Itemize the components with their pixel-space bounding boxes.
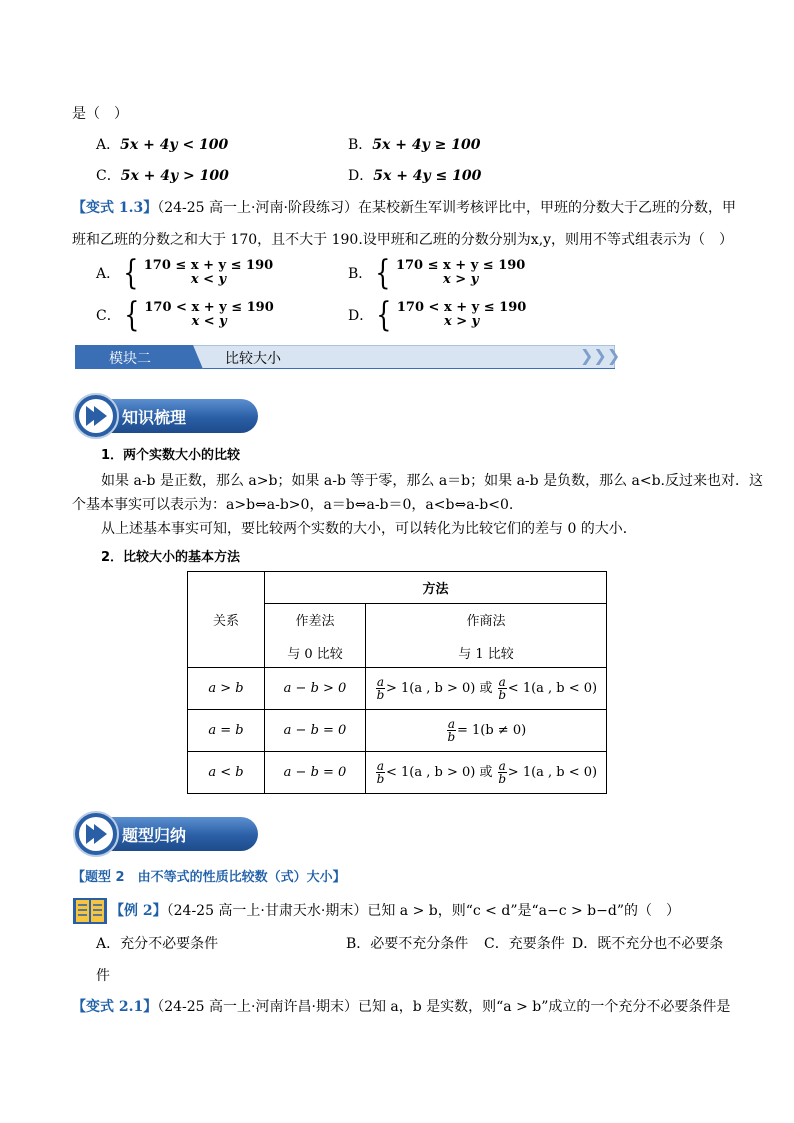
play-icon <box>73 811 119 857</box>
header-relation: 关系 <box>188 572 265 668</box>
system-line: 170 < x + y ≤ 190 <box>396 300 527 315</box>
quot-title: 作商法 <box>466 613 506 629</box>
example2-line <box>110 900 680 920</box>
option-label: A． <box>96 266 121 282</box>
type2-heading: 【题型 2 由不等式的性质比较数（式）大小】 <box>72 870 346 885</box>
example2-option-c[interactable]: C．充要条件 <box>484 936 565 952</box>
diff-cell: a − b = 0 <box>265 752 366 794</box>
table-row <box>188 668 607 710</box>
option-expr: 5x + 4y > 100 <box>120 168 229 184</box>
system-option-c[interactable] <box>96 295 274 335</box>
quot-text: > 1(a , b > 0) 或 <box>386 681 493 696</box>
brace-icon: { <box>123 253 139 293</box>
rel-cell: a = b <box>188 710 265 752</box>
frac-num: a <box>498 759 506 773</box>
quot-text: < 1(a , b > 0) 或 <box>386 765 493 780</box>
quot-cell <box>366 668 607 710</box>
rel-cell: a < b <box>188 752 265 794</box>
variant-tag: 【变式 2.1】 <box>72 999 158 1015</box>
brace-icon: { <box>375 253 391 293</box>
option-expr: 5x + 4y ≥ 100 <box>372 137 481 153</box>
system-line: x > y <box>443 314 480 329</box>
frac-num: a <box>376 675 385 689</box>
point1-para1-a: 如果 a-b 是正数，那么 a>b；如果 a-b 等于零，那么 a＝b；如果 a-b 是负数，那么 a<b.反过来也对．这 <box>101 473 764 489</box>
system-line: x > y <box>443 272 479 287</box>
table-row <box>188 710 607 752</box>
example2-option-a[interactable]: A．充分不必要条件 <box>96 936 219 952</box>
diff-cell: a − b = 0 <box>265 710 366 752</box>
variant-text: （24-25 高一上·河南许昌·期末）已知 a，b 是实数，则“a > b”成立的一个充分不必要条件是 <box>157 999 731 1015</box>
section-title-knowledge: 知识梳理 <box>122 408 187 427</box>
example-text: （24-25 高一上·甘肃天水·期末）已知 a > b，则“c < d”是“a−c > b−d”的（ ） <box>166 903 680 919</box>
frac-num: a <box>447 717 455 731</box>
option-expr: 5x + 4y ≤ 100 <box>373 168 482 184</box>
fraction <box>376 676 385 701</box>
header-quot <box>366 604 607 668</box>
chevrons-icon: ❯❯❯ <box>580 346 621 365</box>
quot-text: < 1(a , b < 0) <box>507 681 598 696</box>
point1-para2: 从上述基本事实可知，要比较两个实数的大小，可以转化为比较它们的差与 0 的大小． <box>101 521 637 537</box>
option-label: B． <box>348 266 373 282</box>
module-bar <box>75 345 621 369</box>
rel-cell: a > b <box>188 668 265 710</box>
option-a[interactable] <box>96 134 228 154</box>
quot-cell <box>366 752 607 794</box>
variant-2-1-line <box>72 996 730 1016</box>
frac-den: b <box>498 688 507 702</box>
system-option-b[interactable] <box>348 253 526 293</box>
section-title-types: 题型归纳 <box>122 826 187 845</box>
diff-cell: a − b > 0 <box>265 668 366 710</box>
fraction <box>498 760 507 785</box>
option-label: C． <box>96 168 121 184</box>
module-tag: 模块二 <box>109 351 151 367</box>
module-title: 比较大小 <box>225 351 281 367</box>
frac-num: a <box>376 759 385 773</box>
option-label: A． <box>96 137 121 153</box>
frac-den: b <box>447 730 456 744</box>
play-icon <box>73 393 119 439</box>
quot-text: = 1(b ≠ 0) <box>456 723 527 738</box>
header-diff <box>265 604 366 668</box>
fraction <box>498 676 507 701</box>
brace-icon: { <box>376 295 392 335</box>
frac-num: a <box>498 675 506 689</box>
option-label: D． <box>348 168 374 184</box>
point2-heading: 2．比较大小的基本方法 <box>101 550 241 565</box>
example2-option-d[interactable]: D．既不充分也不必要条 <box>572 936 724 952</box>
header-method: 方法 <box>265 572 607 604</box>
table-row <box>188 752 607 794</box>
system-option-a[interactable] <box>96 253 274 293</box>
variant-tag: 【变式 1.3】 <box>72 200 158 216</box>
option-label: D． <box>348 308 374 324</box>
fraction <box>447 718 456 743</box>
frac-den: b <box>376 688 385 702</box>
option-c[interactable] <box>96 165 229 185</box>
comparison-table <box>187 571 607 794</box>
book-icon <box>72 896 108 926</box>
brace-icon: { <box>123 295 140 335</box>
variant-1-3-line1 <box>72 197 736 217</box>
diff-title: 作差法 <box>295 613 335 629</box>
option-d[interactable] <box>348 165 481 185</box>
module-bar-bg <box>75 345 615 369</box>
example-tag: 【例 2】 <box>110 903 167 919</box>
point1-para1-b: 个基本事实可以表示为：a>b⇔a-b>0，a＝b⇔a-b＝0，a<b⇔a-b<0. <box>72 497 514 513</box>
quot-text: > 1(a , b < 0) <box>507 765 598 780</box>
diff-sub: 与 0 比较 <box>287 646 343 662</box>
system-line: x < y <box>190 272 227 287</box>
question-tail: 是（ ） <box>72 106 128 122</box>
system-line: 170 ≤ x + y ≤ 190 <box>395 258 526 273</box>
system-line: 170 ≤ x + y ≤ 190 <box>143 258 274 273</box>
option-expr: 5x + 4y < 100 <box>120 137 229 153</box>
example2-option-b[interactable]: B．必要不充分条件 <box>346 936 469 952</box>
option-b[interactable] <box>348 134 480 154</box>
system-line: 170 < x + y ≤ 190 <box>144 300 274 315</box>
frac-den: b <box>498 772 507 786</box>
example2-option-wrap: 件 <box>96 968 110 984</box>
point1-heading: 1．两个实数大小的比较 <box>101 448 241 463</box>
option-label: C． <box>96 308 121 324</box>
quot-sub: 与 1 比较 <box>458 646 514 662</box>
system-option-d[interactable] <box>348 295 527 335</box>
option-label: B． <box>348 137 373 153</box>
fraction <box>376 760 385 785</box>
quot-cell <box>366 710 607 752</box>
variant-1-3-line2: 班和乙班的分数之和大于 170，且不大于 190.设甲班和乙班的分数分别为x,y，则用不等式组表示为（ ） <box>72 232 734 248</box>
frac-den: b <box>376 772 385 786</box>
variant-text: （24-25 高一上·河南·阶段练习）在某校新生军训考核评比中，甲班的分数大于乙班的分数，甲 <box>157 200 736 216</box>
system-line: x < y <box>191 314 227 329</box>
